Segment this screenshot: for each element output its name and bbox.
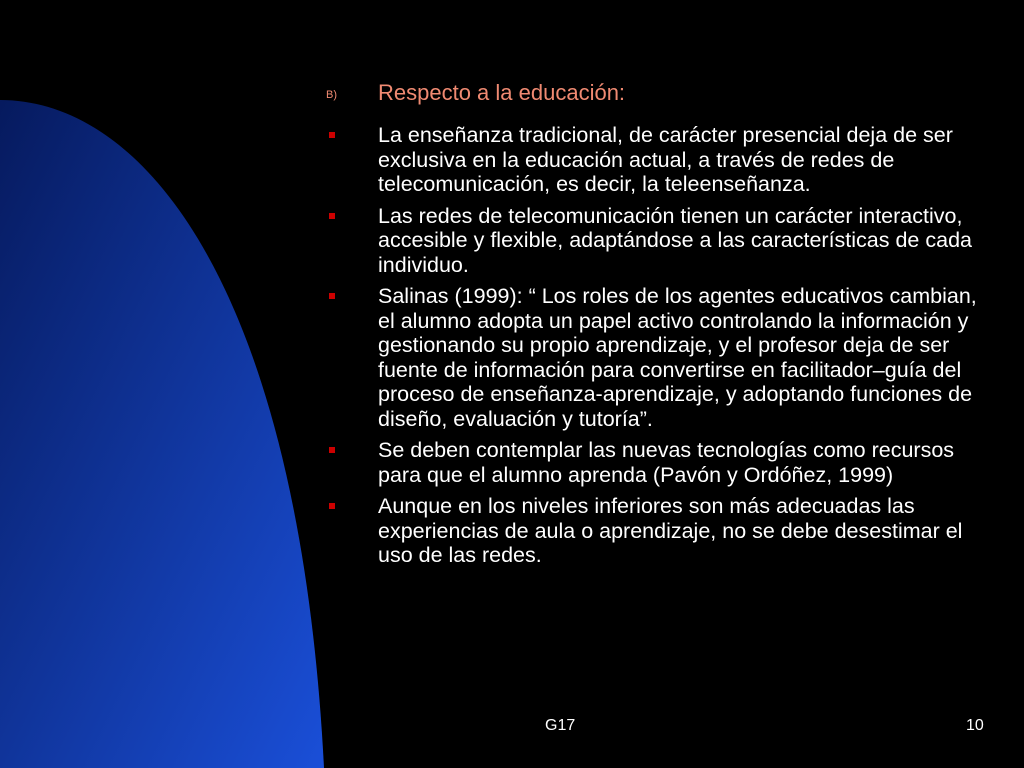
- bullet-square-icon: [329, 132, 335, 138]
- bullet-text: Aunque en los niveles inferiores son más adecuadas las experiencias de aula o aprendizaje, no se debe desestimar el uso de las redes.: [378, 494, 963, 567]
- bullet-text: La enseñanza tradicional, de carácter presencial deja de ser exclusiva en la educación actual, a través de redes de telecomunicación, es decir, la teleenseñanza.: [378, 123, 953, 196]
- bullet-square-icon: [329, 213, 335, 219]
- bullet-text: Salinas (1999): “ Los roles de los agentes educativos cambian, el alumno adopta un papel activo controlando la información y gestionando su propio aprendizaje, y el profesor deja de ser fuente de información para convertirse en facilitador–guía del proceso de enseñanza-aprendizaje, y adoptando funciones de diseño, evaluación y tutoría”.: [378, 284, 977, 431]
- heading-marker: B): [326, 89, 337, 101]
- bullet-square-icon: [329, 503, 335, 509]
- footer-label: G17: [545, 717, 576, 734]
- section-heading: [322, 80, 992, 106]
- bullet-text: Se deben contemplar las nuevas tecnologías como recursos para que el alumno aprenda (Pavón y Ordóñez, 1999): [378, 438, 955, 487]
- bullet-square-icon: [329, 293, 335, 299]
- page-number: 10: [966, 717, 984, 734]
- heading-text: Respecto a la educación:: [378, 80, 626, 105]
- bullet-item: [322, 123, 992, 197]
- bullet-item: [322, 494, 992, 568]
- slide-content: [322, 80, 992, 575]
- bullet-item: [322, 204, 992, 278]
- bullet-list: [322, 123, 992, 568]
- bullet-text: Las redes de telecomunicación tienen un carácter interactivo, accesible y flexible, adaptándose a las características de cada individuo.: [378, 203, 972, 277]
- bullet-item: [322, 438, 992, 487]
- bullet-item: [322, 284, 992, 431]
- bullet-square-icon: [329, 447, 335, 453]
- blue-arc-shape: [0, 100, 324, 768]
